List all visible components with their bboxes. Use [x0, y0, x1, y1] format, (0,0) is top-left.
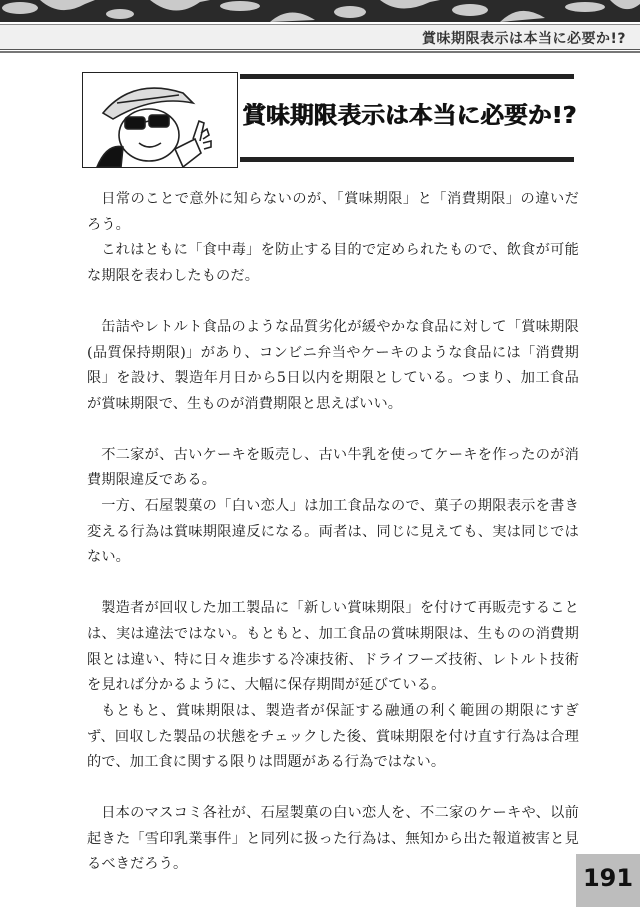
article-body — [87, 187, 579, 878]
article-title: 賞味期限表示は本当に必要か!? — [242, 101, 577, 129]
title-top-rule — [240, 74, 574, 79]
page-number: 191 — [582, 864, 634, 892]
paragraph-7: もともと、賞味期限は、製造者が保証する融通の利く範囲の期限にすぎず、回収した製品の状態をチェックした後、賞味期限を付け直す行為は合理的で、加工食に関する限りは問題がある行為ではない。 — [87, 702, 579, 771]
decorative-top-band — [0, 0, 640, 22]
running-header — [0, 24, 640, 50]
paragraph-6: 製造者が回収した加工製品に「新しい賞味期限」を付けて再販売することは、実は違法ではない。もともと、加工食品の賞味期限は、生ものの消費期限とは違い、特に日々進歩する冷凍技術、ドライフーズ技術、レトルト技術を見れば分かるように、大幅に保存期間が延びている。 — [87, 600, 579, 694]
paragraph-3: 缶詰やレトルト食品のような品質劣化が緩やかな食品に対して「賞味期限(品質保持期限)」があり、コンビニ弁当やケーキのような食品には「消費期限」を設け、製造年月日から5日以内を期限としている。つまり、加工食品が賞味期限で、生ものが消費期限と思えばいい。 — [87, 318, 579, 412]
running-header-title: 賞味期限表示は本当に必要か!? — [421, 31, 626, 47]
paragraph-4: 不二家が、古いケーキを販売し、古い牛乳を使ってケーキを作ったのが消費期限違反である。 — [87, 446, 579, 489]
header-divider — [0, 51, 640, 53]
paragraph-2: これはともに「食中毒」を防止する目的で定められたもので、飲食が可能な期限を表わしたものだ。 — [87, 242, 579, 285]
paragraph-8: 日本のマスコミ各社が、石屋製菓の白い恋人を、不二家のケーキや、以前起きた「雪印乳業事件」と同列に扱った行為は、無知から出た報道被害と見るべきだろう。 — [87, 805, 579, 873]
title-bottom-rule — [240, 157, 574, 162]
cartoon-character-illustration — [82, 72, 238, 168]
paragraph-5: 一方、石屋製菓の「白い恋人」は加工食品なので、菓子の期限表示を書き変える行為は賞味期限違反になる。両者は、同じに見えても、実は同じではない。 — [87, 498, 579, 566]
page-number-tab — [576, 854, 640, 907]
paragraph-1: 日常のことで意外に知らないのが、「賞味期限」と「消費期限」の違いだろう。 — [87, 191, 579, 233]
